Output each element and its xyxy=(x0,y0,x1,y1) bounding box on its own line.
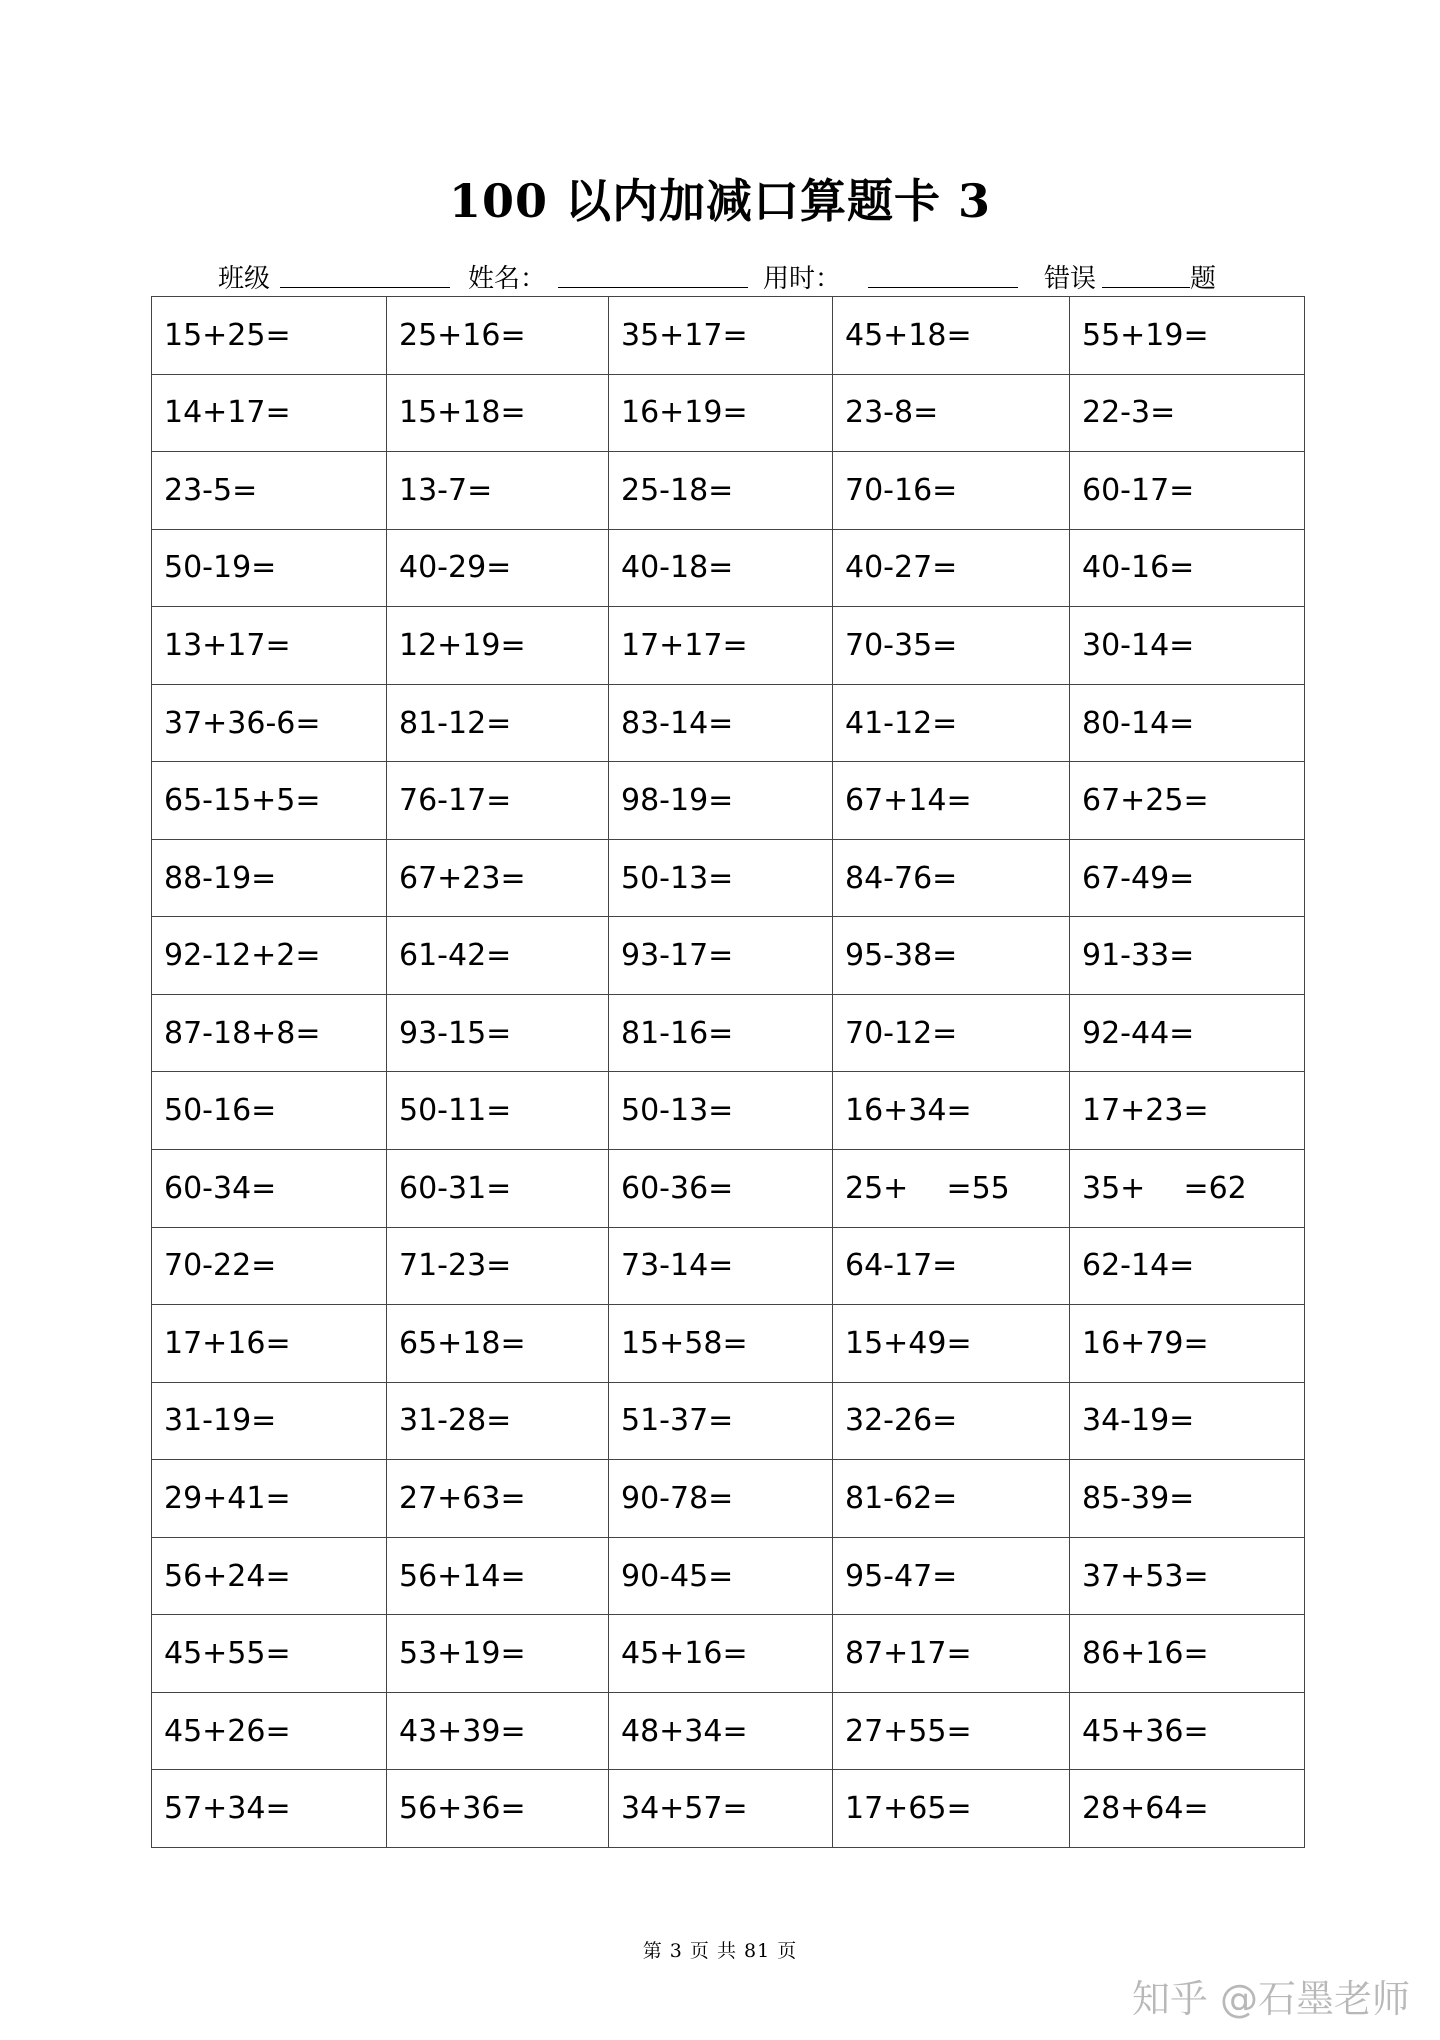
problem-cell: 56+24= xyxy=(152,1537,387,1615)
problem-cell: 45+55= xyxy=(152,1615,387,1693)
problem-cell: 15+49= xyxy=(833,1305,1070,1383)
table-row xyxy=(152,762,1305,840)
problem-cell: 55+19= xyxy=(1070,297,1305,375)
page-title: 100 以内加减口算题卡 3 xyxy=(448,174,992,228)
problem-cell: 65+18= xyxy=(387,1305,609,1383)
problem-cell: 13-7= xyxy=(387,452,609,530)
problem-cell: 37+53= xyxy=(1070,1537,1305,1615)
problem-cell: 17+16= xyxy=(152,1305,387,1383)
problem-cell: 22-3= xyxy=(1070,374,1305,452)
problem-cell: 23-5= xyxy=(152,452,387,530)
problem-cell: 67+23= xyxy=(387,839,609,917)
problem-cell: 25-18= xyxy=(609,452,833,530)
problem-cell: 23-8= xyxy=(833,374,1070,452)
problem-cell: 87-18+8= xyxy=(152,994,387,1072)
problem-cell: 56+36= xyxy=(387,1770,609,1848)
problem-cell: 93-15= xyxy=(387,994,609,1072)
problem-cell: 81-16= xyxy=(609,994,833,1072)
problem-cell: 60-34= xyxy=(152,1150,387,1228)
problem-cell: 15+18= xyxy=(387,374,609,452)
problem-cell: 84-76= xyxy=(833,839,1070,917)
table-row xyxy=(152,1072,1305,1150)
table-row xyxy=(152,374,1305,452)
problem-cell: 81-62= xyxy=(833,1460,1070,1538)
problem-cell: 30-14= xyxy=(1070,607,1305,685)
table-row xyxy=(152,917,1305,995)
problem-cell: 31-19= xyxy=(152,1382,387,1460)
problem-cell: 86+16= xyxy=(1070,1615,1305,1693)
name-label: 姓名： xyxy=(468,264,547,294)
problem-cell: 37+36-6= xyxy=(152,684,387,762)
problem-cell: 50-11= xyxy=(387,1072,609,1150)
problem-cell: 40-27= xyxy=(833,529,1070,607)
table-row xyxy=(152,297,1305,375)
problem-cell: 67+25= xyxy=(1070,762,1305,840)
problem-cell: 60-36= xyxy=(609,1150,833,1228)
table-row xyxy=(152,839,1305,917)
time-blank[interactable] xyxy=(868,258,1018,288)
problem-cell: 61-42= xyxy=(387,917,609,995)
problem-cell: 16+34= xyxy=(833,1072,1070,1150)
problem-cell: 64-17= xyxy=(833,1227,1070,1305)
table-row xyxy=(152,1460,1305,1538)
problem-cell: 25+16= xyxy=(387,297,609,375)
problem-cell: 51-37= xyxy=(609,1382,833,1460)
problem-cell: 50-16= xyxy=(152,1072,387,1150)
problem-cell: 62-14= xyxy=(1070,1227,1305,1305)
watermark: 知乎 @石墨老师 xyxy=(1131,1977,1410,2021)
problem-cell: 76-17= xyxy=(387,762,609,840)
problem-cell: 13+17= xyxy=(152,607,387,685)
problem-cell: 56+14= xyxy=(387,1537,609,1615)
problem-cell: 50-13= xyxy=(609,1072,833,1150)
problem-cell: 92-12+2= xyxy=(152,917,387,995)
class-label: 班级 xyxy=(218,264,271,294)
problem-cell: 16+19= xyxy=(609,374,833,452)
problem-cell: 65-15+5= xyxy=(152,762,387,840)
problem-cell: 50-13= xyxy=(609,839,833,917)
problem-cell: 34+57= xyxy=(609,1770,833,1848)
problem-cell: 95-47= xyxy=(833,1537,1070,1615)
problem-cell: 90-45= xyxy=(609,1537,833,1615)
table-row xyxy=(152,1227,1305,1305)
problem-cell: 27+63= xyxy=(387,1460,609,1538)
errors-blank[interactable] xyxy=(1102,258,1190,288)
table-row xyxy=(152,1692,1305,1770)
problem-cell: 70-22= xyxy=(152,1227,387,1305)
problem-cell: 12+19= xyxy=(387,607,609,685)
table-row xyxy=(152,1382,1305,1460)
time-label: 用时： xyxy=(763,264,842,294)
problem-cell: 95-38= xyxy=(833,917,1070,995)
table-row xyxy=(152,1305,1305,1383)
errors-suffix: 题 xyxy=(1190,264,1217,294)
problem-cell: 73-14= xyxy=(609,1227,833,1305)
problem-cell: 17+17= xyxy=(609,607,833,685)
problem-cell: 57+34= xyxy=(152,1770,387,1848)
problem-cell: 90-78= xyxy=(609,1460,833,1538)
problem-cell: 87+17= xyxy=(833,1615,1070,1693)
problem-cell: 67+14= xyxy=(833,762,1070,840)
problem-cell: 16+79= xyxy=(1070,1305,1305,1383)
problem-cell: 70-35= xyxy=(833,607,1070,685)
problem-cell: 45+16= xyxy=(609,1615,833,1693)
problem-cell: 27+55= xyxy=(833,1692,1070,1770)
problem-table xyxy=(151,296,1305,1848)
problem-cell: 17+23= xyxy=(1070,1072,1305,1150)
table-row xyxy=(152,684,1305,762)
problem-cell: 50-19= xyxy=(152,529,387,607)
problem-cell: 48+34= xyxy=(609,1692,833,1770)
table-row xyxy=(152,1537,1305,1615)
problem-cell: 29+41= xyxy=(152,1460,387,1538)
problem-cell: 45+36= xyxy=(1070,1692,1305,1770)
problem-cell: 85-39= xyxy=(1070,1460,1305,1538)
problem-cell: 45+26= xyxy=(152,1692,387,1770)
problem-cell: 53+19= xyxy=(387,1615,609,1693)
problem-cell: 14+17= xyxy=(152,374,387,452)
problem-cell: 35+17= xyxy=(609,297,833,375)
table-row xyxy=(152,1770,1305,1848)
table-row xyxy=(152,1615,1305,1693)
page-footer: 第 3 页 共 81 页 xyxy=(642,1940,798,1962)
table-row xyxy=(152,994,1305,1072)
name-blank[interactable] xyxy=(558,258,748,288)
problem-cell: 28+64= xyxy=(1070,1770,1305,1848)
problem-cell: 17+65= xyxy=(833,1770,1070,1848)
problem-cell: 25+ =55 xyxy=(833,1150,1070,1228)
table-row xyxy=(152,529,1305,607)
problem-cell: 40-18= xyxy=(609,529,833,607)
problem-cell: 80-14= xyxy=(1070,684,1305,762)
problem-cell: 34-19= xyxy=(1070,1382,1305,1460)
problem-cell: 40-16= xyxy=(1070,529,1305,607)
problem-cell: 43+39= xyxy=(387,1692,609,1770)
problem-cell: 98-19= xyxy=(609,762,833,840)
problem-cell: 70-16= xyxy=(833,452,1070,530)
problem-cell: 40-29= xyxy=(387,529,609,607)
problem-cell: 45+18= xyxy=(833,297,1070,375)
table-row xyxy=(152,1150,1305,1228)
problem-cell: 70-12= xyxy=(833,994,1070,1072)
problem-cell: 88-19= xyxy=(152,839,387,917)
problem-cell: 92-44= xyxy=(1070,994,1305,1072)
info-row xyxy=(218,258,1248,298)
problem-cell: 67-49= xyxy=(1070,839,1305,917)
problem-cell: 31-28= xyxy=(387,1382,609,1460)
problem-cell: 83-14= xyxy=(609,684,833,762)
problem-cell: 93-17= xyxy=(609,917,833,995)
class-blank[interactable] xyxy=(280,258,450,288)
problem-cell: 91-33= xyxy=(1070,917,1305,995)
problem-cell: 35+ =62 xyxy=(1070,1150,1305,1228)
table-row xyxy=(152,607,1305,685)
problem-cell: 60-31= xyxy=(387,1150,609,1228)
problem-cell: 41-12= xyxy=(833,684,1070,762)
errors-label: 错误 xyxy=(1044,264,1097,294)
table-row xyxy=(152,452,1305,530)
problem-cell: 15+25= xyxy=(152,297,387,375)
problem-cell: 60-17= xyxy=(1070,452,1305,530)
problem-cell: 32-26= xyxy=(833,1382,1070,1460)
problem-cell: 15+58= xyxy=(609,1305,833,1383)
problem-cell: 71-23= xyxy=(387,1227,609,1305)
problem-cell: 81-12= xyxy=(387,684,609,762)
